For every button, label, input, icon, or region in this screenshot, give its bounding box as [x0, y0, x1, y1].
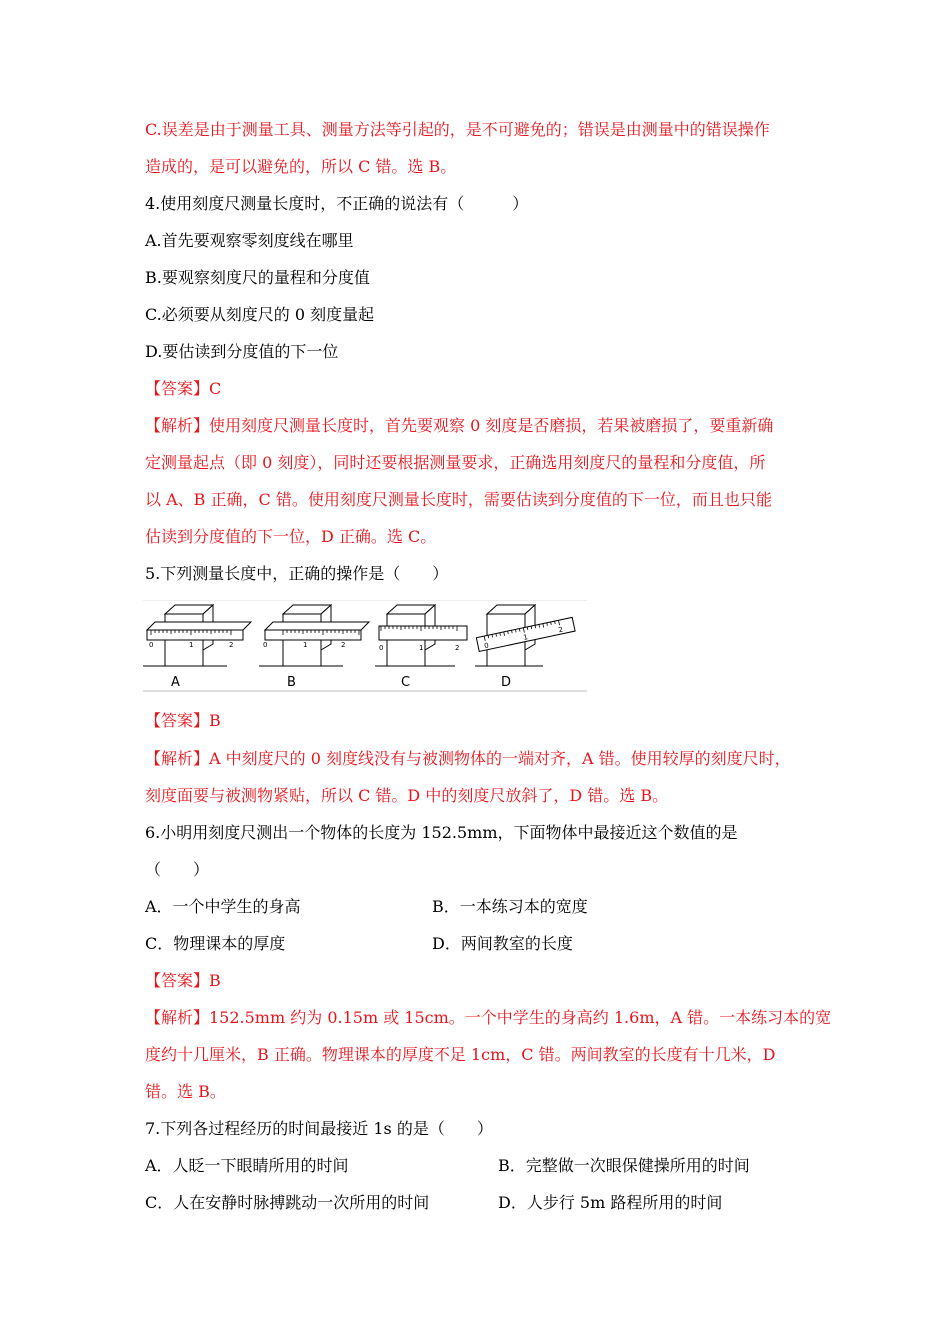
prev-analysis-line: 造成的，是可以避免的，所以 C 错。选 B。 [145, 157, 457, 176]
tick-label: 2 [229, 641, 234, 649]
question-6-option-a: A．一个中学生的身高 [145, 897, 301, 916]
question-4-analysis-line: 【解析】使用刻度尺测量长度时，首先要观察 0 刻度是否磨损，若果被磨损了，要重新确 [145, 416, 774, 435]
question-5-analysis-line: 【解析】A 中刻度尺的 0 刻度线没有与被测物体的一端对齐，A 错。使用较厚的刻度尺时， [145, 749, 791, 768]
question-7-stem: 7.下列各过程经历的时间最接近 1s 的是（ ） [145, 1119, 493, 1138]
figure-label-d: D [501, 675, 512, 690]
question-5-analysis-line: 刻度面要与被测物紧贴，所以 C 错。D 中的刻度尺放斜了，D 错。选 B。 [145, 786, 669, 805]
question-6-option-d: D．两间教室的长度 [432, 934, 573, 953]
tick-label: 2 [341, 641, 346, 649]
question-4-option-a: A.首先要观察零刻度线在哪里 [145, 231, 354, 250]
tick-label: 0 [263, 641, 268, 649]
figure-option-a [143, 605, 251, 690]
tick-label: 2 [455, 644, 460, 652]
question-4-analysis-line: 定测量起点（即 0 刻度），同时还要根据测量要求，正确选用刻度尺的量程和分度值，所 [145, 453, 766, 472]
question-5-stem: 5.下列测量长度中，正确的操作是（ ） [145, 564, 449, 583]
question-6-analysis-line: 错。选 B。 [145, 1082, 226, 1101]
question-6-analysis-line: 度约十几厘米，B 正确。物理课本的厚度不足 1cm，C 错。两间教室的长度有十几米，D [145, 1045, 776, 1064]
figure-option-b [259, 605, 369, 690]
tick-label: 1 [303, 641, 308, 649]
question-6-option-c: C．物理课本的厚度 [145, 934, 286, 953]
tick-label: 1 [189, 641, 194, 649]
question-6-answer: 【答案】B [145, 971, 221, 990]
tick-label: 0 [483, 641, 490, 651]
tick-label: 0 [379, 644, 384, 652]
question-6-analysis-line: 【解析】152.5mm 约为 0.15m 或 15cm。一个中学生的身高约 1.6m，A 错。一本练习本的宽 [145, 1008, 832, 1027]
prev-analysis-line: C.误差是由于测量工具、测量方法等引起的，是不可避免的；错误是由测量中的错误操作 [145, 120, 770, 139]
question-7-option-b: B．完整做一次眼保健操所用的时间 [498, 1156, 750, 1175]
figure-label-a: A [171, 675, 180, 690]
question-7-option-a: A．人眨一下眼睛所用的时间 [145, 1156, 349, 1175]
question-6-stem-cont: （ ） [145, 860, 210, 879]
figure-option-c [375, 605, 467, 690]
question-4-analysis-line: 估读到分度值的下一位，D 正确。选 C。 [145, 527, 437, 546]
question-4-option-d: D.要估读到分度值的下一位 [145, 342, 339, 361]
tick-label: 1 [522, 633, 529, 642]
question-4-answer: 【答案】C [145, 379, 222, 398]
figure-option-d [475, 605, 575, 690]
question-5-answer: 【答案】B [145, 711, 221, 730]
question-4-analysis-line: 以 A、B 正确，C 错。使用刻度尺测量长度时，需要估读到分度值的下一位，而且也只能 [145, 490, 772, 509]
ruler-measurement-figure [143, 600, 587, 692]
tick-label: 1 [419, 644, 424, 652]
question-7-option-d: D．人步行 5m 路程所用的时间 [498, 1193, 723, 1212]
question-6-option-b: B．一本练习本的宽度 [432, 897, 588, 916]
question-4-option-c: C.必须要从刻度尺的 0 刻度量起 [145, 305, 375, 324]
figure-label-c: C [401, 675, 411, 690]
tick-label: 0 [149, 641, 154, 649]
question-6-stem: 6.小明用刻度尺测出一个物体的长度为 152.5mm，下面物体中最接近这个数值的是 [145, 823, 738, 842]
figure-label-b: B [287, 675, 296, 690]
question-4-option-b: B.要观察刻度尺的量程和分度值 [145, 268, 370, 287]
question-7-option-c: C．人在安静时脉搏跳动一次所用的时间 [145, 1193, 430, 1212]
tick-label: 2 [557, 625, 564, 635]
question-4-stem: 4.使用刻度尺测量长度时，不正确的说法有（ ） [145, 194, 529, 213]
